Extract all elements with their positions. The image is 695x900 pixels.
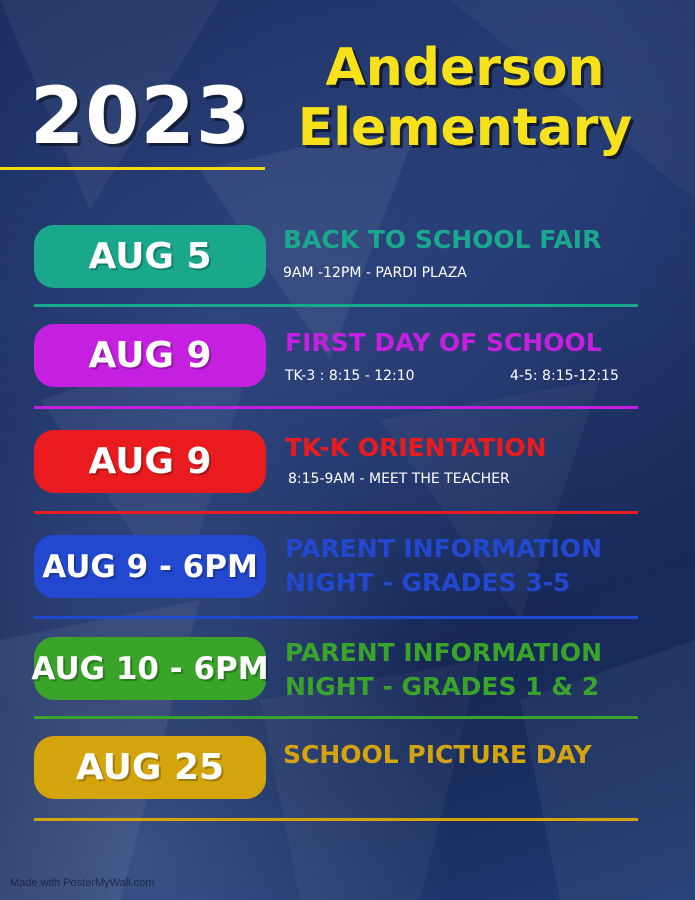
event-title: SCHOOL PICTURE DAY [283, 740, 592, 769]
event-title-line2: NIGHT - GRADES 1 & 2 [285, 672, 600, 701]
event-title: TK-K ORIENTATION [285, 433, 547, 462]
event-divider [34, 716, 638, 719]
event-title-line2: NIGHT - GRADES 3-5 [285, 568, 571, 597]
watermark-credit: Made with PosterMyWall.com [10, 877, 155, 889]
event-divider [34, 304, 638, 307]
year-heading: 2023 [30, 72, 252, 162]
event-title: BACK TO SCHOOL FAIR [283, 225, 602, 254]
event-date-badge: AUG 9 [34, 430, 266, 493]
event-title [285, 532, 602, 600]
event-title-line1: PARENT INFORMATION [285, 534, 603, 563]
event-divider [34, 511, 638, 514]
school-name-line1: Anderson [325, 38, 605, 98]
event-divider [34, 616, 638, 619]
event-details-upper-grades: 4-5: 8:15-12:15 [510, 368, 619, 384]
event-details: 9AM -12PM - PARDI PLAZA [283, 265, 467, 281]
event-date-badge: AUG 25 [34, 736, 266, 799]
event-title: FIRST DAY OF SCHOOL [285, 328, 602, 357]
event-date-badge: AUG 5 [34, 225, 266, 288]
year-underline [0, 167, 265, 170]
event-date-badge: AUG 9 - 6PM [34, 535, 266, 598]
school-name-line2: Elementary [297, 98, 633, 158]
event-details-lower-grades: TK-3 : 8:15 - 12:10 [285, 368, 415, 384]
event-divider [34, 406, 638, 409]
event-divider [34, 818, 638, 821]
school-name [280, 38, 650, 158]
event-date-badge: AUG 9 [34, 324, 266, 387]
event-details: 8:15-9AM - MEET THE TEACHER [288, 471, 510, 487]
event-title [285, 636, 602, 704]
event-title-line1: PARENT INFORMATION [285, 638, 603, 667]
event-date-badge: AUG 10 - 6PM [34, 637, 266, 700]
